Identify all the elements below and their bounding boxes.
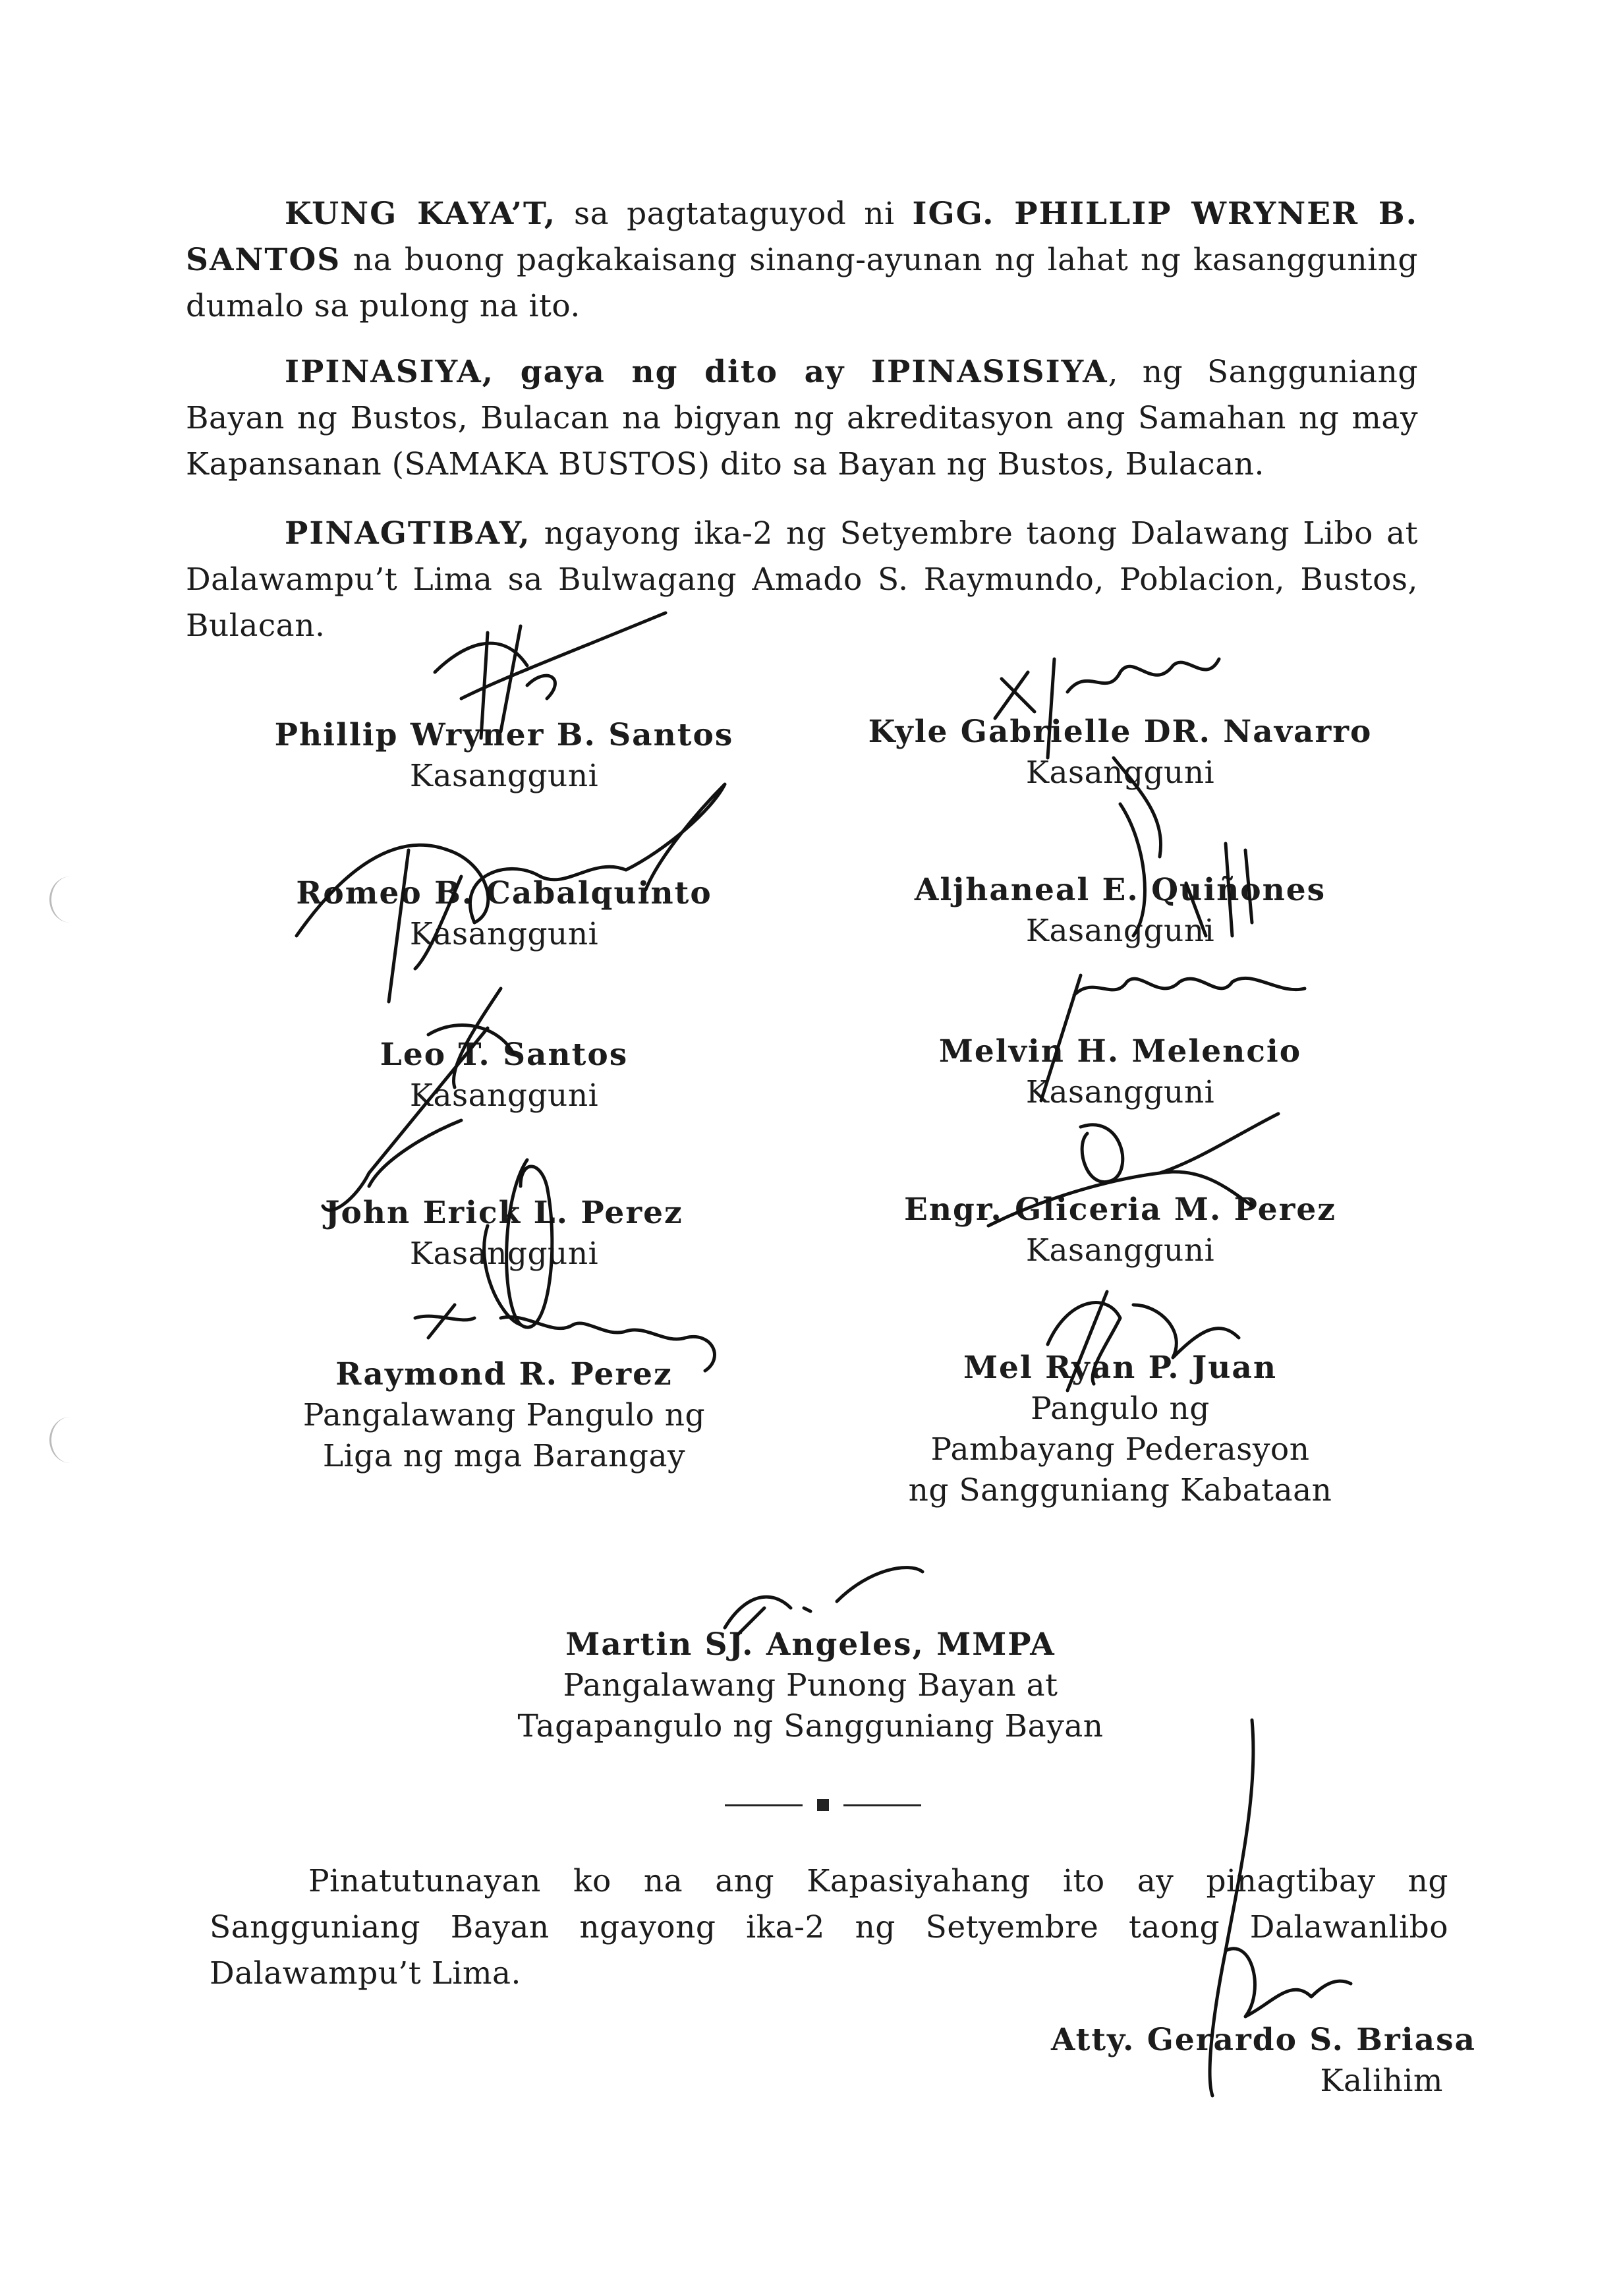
paragraph-text: ngayong ika-2 ng Setyembre taong Dalawang Libo at Dalawampu’t Lima sa Bulwagang Amado S. Raymundo, Poblacion, Bustos, Bulacan. — [186, 515, 1418, 644]
signatory-block — [241, 873, 768, 955]
signatory-block — [857, 1348, 1384, 1511]
signatory-name: Atty. Gerardo S. Briasa — [1051, 2022, 1476, 2058]
paragraph-text: Pinatutunayan ko na ang Kapasiyahang ito ay pinagtibay ng Sangguniang Bayan ngayong ika-2 ng Setyembre taong Dalawanlibo Dalawampu’t Lima. — [210, 1863, 1448, 1992]
signatory-name: Aljhaneal E. Quiñones — [914, 872, 1326, 908]
signatory-role: Kasangguni — [1025, 913, 1215, 949]
divider-square — [817, 1799, 829, 1811]
signatory-role: Kasangguni — [409, 758, 599, 794]
signatory-role: Tagapangulo ng Sangguniang Bayan — [517, 1708, 1104, 1744]
signatory-role: Kalihim — [1320, 2063, 1443, 2099]
paragraph-text: na buong pagkakaisang sinang-ayunan ng lahat ng kasangguning dumalo sa pulong na ito. — [186, 242, 1418, 324]
sponsor-name: IGG. PHILLIP WRYNER B. SANTOS — [186, 196, 1418, 278]
divider-line — [843, 1804, 921, 1806]
signatory-name: Phillip Wryner B. Santos — [274, 717, 734, 753]
signatory-role: Pangalawang Pangulo ng — [302, 1397, 706, 1433]
signatory-role: Liga ng mga Barangay — [322, 1438, 686, 1474]
signatory-block — [857, 1031, 1384, 1113]
signatory-name: Mel Ryan P. Juan — [963, 1350, 1277, 1386]
signatory-role: Kasangguni — [409, 1236, 599, 1272]
signatory-name: Leo T. Santos — [380, 1037, 629, 1073]
signatory-block — [241, 1035, 768, 1116]
signatory-role: Kasangguni — [1025, 1074, 1215, 1110]
paragraph-lead: PINAGTIBAY, — [285, 515, 531, 552]
signatory-name: Melvin H. Melencio — [938, 1033, 1302, 1070]
signatory-role: Pangalawang Punong Bayan at — [563, 1667, 1058, 1704]
signatory-role: Kasangguni — [1025, 755, 1215, 791]
signatory-role: Kasangguni — [1025, 1232, 1215, 1269]
divider-line — [725, 1804, 803, 1806]
signatory-block — [241, 1193, 768, 1275]
paragraph-ipinasiya — [186, 349, 1418, 488]
signatory-block — [241, 715, 768, 797]
signatory-block — [857, 712, 1384, 793]
paragraph-certification — [210, 1858, 1448, 1997]
paragraph-lead: KUNG KAYA’T, — [285, 196, 557, 232]
paragraph-kung-kayat — [186, 191, 1418, 330]
signatory-name: John Erick L. Perez — [325, 1195, 683, 1231]
punch-hole-mark — [49, 876, 91, 923]
signatory-role: Kasangguni — [409, 916, 599, 952]
signatory-block — [857, 1190, 1384, 1271]
signatory-role: Pambayang Pederasyon — [930, 1431, 1310, 1468]
signatory-block — [241, 1354, 768, 1477]
signatory-name: Raymond R. Perez — [335, 1356, 673, 1392]
signatory-name: Romeo B. Cabalquinto — [296, 875, 712, 911]
signatory-role: Pangulo ng — [1031, 1391, 1210, 1427]
presiding-officer-block — [514, 1624, 1107, 1747]
paragraph-pinagtibay — [186, 511, 1418, 649]
signatory-block — [857, 870, 1384, 952]
paragraph-lead: IPINASIYA, gaya ng dito ay IPINASISIYA — [285, 354, 1108, 390]
signatory-name: Kyle Gabrielle DR. Navarro — [868, 714, 1373, 750]
signatory-name: Engr. Gliceria M. Perez — [904, 1191, 1336, 1228]
paragraph-text: , ng Sangguniang Bayan ng Bustos, Bulacan na bigyan ng akreditasyon ang Samahan ng may Kapansanan (SAMAKA BUSTOS) dito sa Bayan ng Bustos, Bulacan. — [186, 354, 1418, 482]
signatory-role: ng Sangguniang Kabataan — [908, 1472, 1332, 1508]
section-divider — [725, 1797, 923, 1813]
signatory-role: Kasangguni — [409, 1077, 599, 1114]
punch-hole-mark — [49, 1417, 91, 1463]
paragraph-text: sa pagtataguyod ni — [556, 196, 913, 232]
signatory-name: Martin SJ. Angeles, MMPA — [565, 1626, 1056, 1663]
secretary-block — [975, 2020, 1476, 2102]
